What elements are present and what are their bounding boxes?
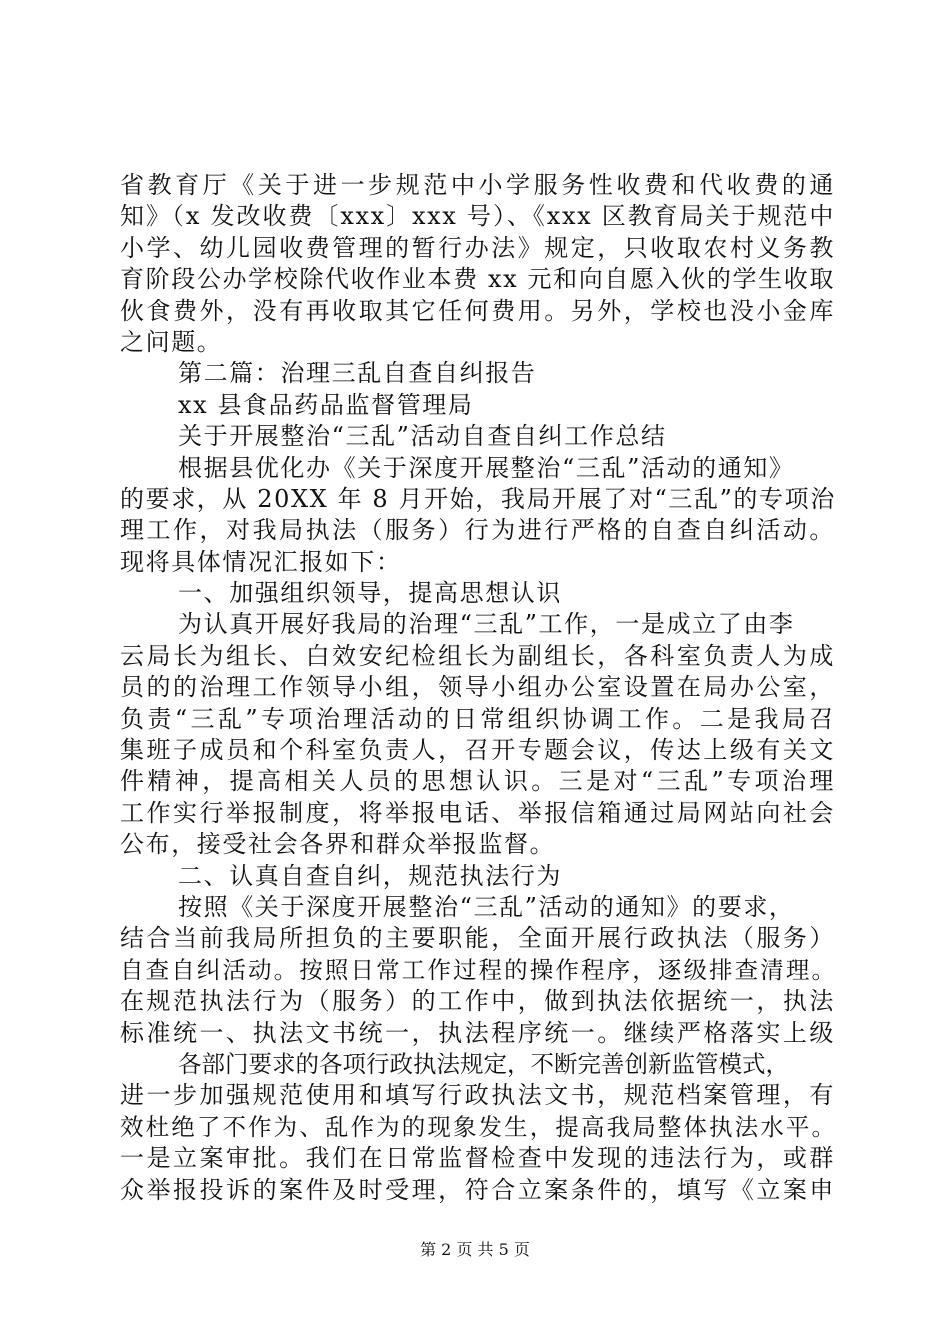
heading-2: 二、认真自查自纠，规范执法行为 (178, 861, 562, 890)
text-line: 件精神，提高相关人员的思想认识。三是对“三乱”专项治理 (120, 767, 835, 796)
document-body (120, 170, 835, 1206)
organization-name: xx 县食品药品监督管理局 (178, 390, 474, 419)
text-line: 自查自纠活动。按照日常工作过程的操作程序，逐级排查清理。 (120, 955, 835, 984)
page-footer: 第 2 页 共 5 页 (420, 1240, 530, 1259)
text-line: 云局长为组长、白效安纪检组长为副组长，各科室负责人为成 (120, 641, 835, 670)
text-line: 理工作，对我局执法（服务）行为进行严格的自查自纠活动。 (120, 516, 835, 545)
text-line: 知》（x 发改收费〔xxx〕xxx 号）、《xxx 区教育局关于规范中 (120, 202, 835, 231)
text-line: 员的的治理工作领导小组，领导小组办公室设置在局办公室， (120, 673, 835, 702)
section-title: 第二篇：治理三乱自查自纠报告 (178, 359, 537, 388)
text-line: 公布，接受社会各界和群众举报监督。 (120, 830, 556, 859)
text-line: 集班子成员和个科室负责人，召开专题会议，传达上级有关文 (120, 736, 835, 765)
text-line: 现将具体情况汇报如下： (120, 547, 402, 576)
text-line: 效杜绝了不作为、乱作为的现象发生，提高我局整体执法水平。 (120, 1112, 835, 1141)
text-line: 各部门要求的各项行政执法规定，不断完善创新监管模式， (178, 1049, 789, 1078)
report-title: 关于开展整治“三乱”活动自查自纠工作总结 (178, 422, 667, 451)
text-line: 负责“三乱”专项治理活动的日常组织协调工作。二是我局召 (120, 704, 835, 733)
text-line: 工作实行举报制度，将举报电话、举报信箱通过局网站向社会 (120, 798, 835, 827)
text-line: 众举报投诉的案件及时受理，符合立案条件的，填写《立案申 (120, 1175, 835, 1204)
text-line: 育阶段公办学校除代收作业本费 xx 元和向自愿入伙的学生收取 (120, 265, 835, 294)
text-line: 的要求，从 20XX 年 8 月开始，我局开展了对“三乱”的专项治 (120, 484, 836, 513)
text-line: 标准统一、执法文书统一，执法程序统一。继续严格落实上级 (120, 1018, 835, 1047)
text-line: 根据县优化办《关于深度开展整治“三乱”活动的通知》 (178, 453, 795, 482)
text-line: 一是立案审批。我们在日常监督检查中发现的违法行为，或群 (120, 1144, 835, 1173)
text-line: 按照《关于深度开展整治“三乱”活动的通知》的要求， (178, 892, 795, 921)
text-line: 在规范执法行为（服务）的工作中，做到执法依据统一，执法 (120, 987, 835, 1016)
text-line: 小学、幼儿园收费管理的暂行办法》规定，只收取农村义务教 (120, 233, 835, 262)
text-line: 为认真开展好我局的治理“三乱”工作，一是成立了由李 (178, 610, 795, 639)
text-line: 结合当前我局所担负的主要职能，全面开展行政执法（服务） (120, 924, 835, 953)
heading-1: 一、加强组织领导，提高思想认识 (178, 579, 562, 608)
text-line: 之问题。 (120, 327, 223, 356)
text-line: 进一步加强规范使用和填写行政执法文书，规范档案管理，有 (120, 1081, 835, 1110)
text-line: 省教育厅《关于进一步规范中小学服务性收费和代收费的通 (120, 171, 835, 199)
text-line: 伙食费外，没有再收取其它任何费用。另外，学校也没小金库 (120, 296, 835, 325)
